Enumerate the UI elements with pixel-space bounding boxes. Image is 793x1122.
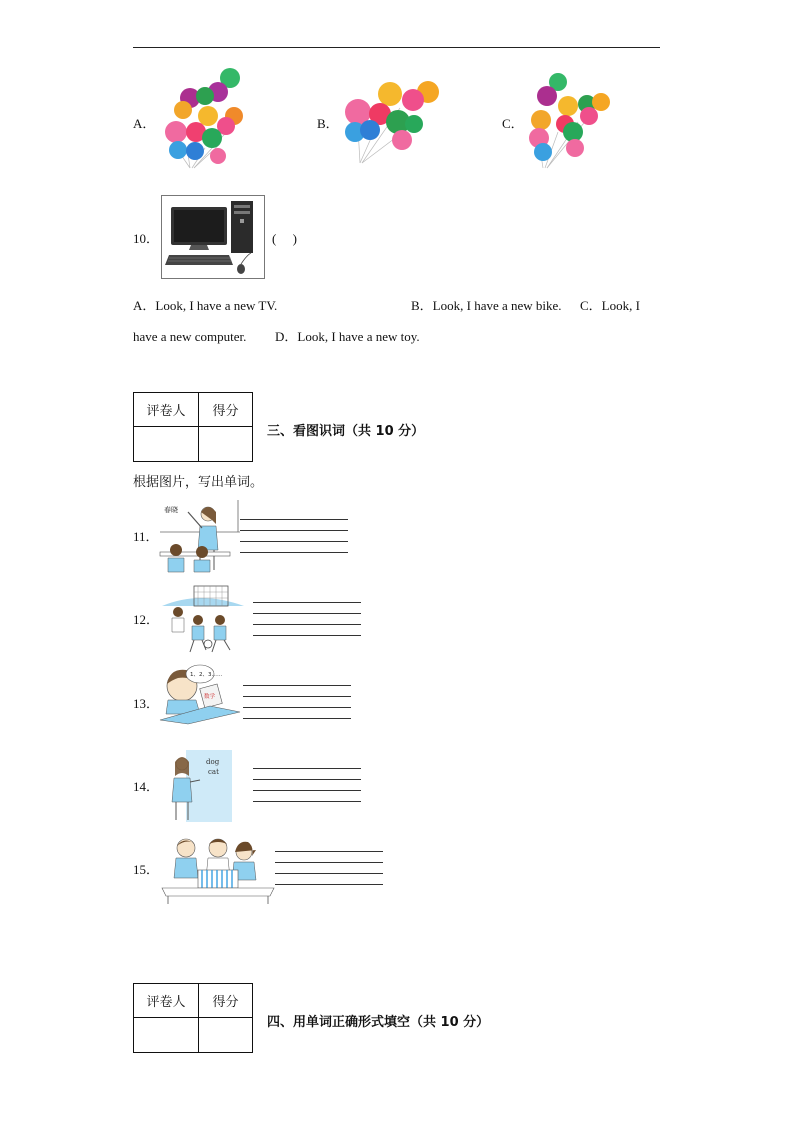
balloons-picture-c [523, 72, 618, 172]
write-line-11-2[interactable] [240, 530, 348, 531]
write-line-14-2[interactable] [253, 779, 361, 780]
write-line-13-2[interactable] [243, 696, 351, 697]
write-line-15-3[interactable] [275, 873, 383, 874]
board-word-cat: cat [208, 768, 219, 776]
teacher-blackboard-picture [170, 750, 232, 822]
board-word-dog: dog [206, 758, 220, 766]
option-c-text-start: C．Look, I [580, 298, 640, 313]
children-table-picture [162, 834, 274, 904]
option-b-text: B．Look, I have a new bike. [411, 298, 562, 313]
grader-cell[interactable] [134, 427, 199, 462]
option-c-text-end: have a new computer. [133, 329, 247, 344]
write-line-15-1[interactable] [275, 851, 383, 852]
grader-cell[interactable] [134, 1018, 199, 1053]
teacher-classroom-picture [160, 500, 240, 572]
section-4-title: 四、用单词正确形式填空（共 10 分） [267, 1015, 490, 1030]
score-box-section-3 [133, 392, 253, 462]
boy-studying-math-picture [160, 662, 240, 722]
write-line-15-4[interactable] [275, 884, 383, 885]
write-line-12-2[interactable] [253, 613, 361, 614]
option-a-text: A．Look, I have a new TV. [133, 298, 278, 313]
grader-header: 评卷人 [134, 393, 199, 427]
balloons-picture-b [340, 78, 445, 168]
option-d-text: D．Look, I have a new toy. [275, 329, 420, 344]
option-a-label: A． [133, 116, 156, 131]
answer-bracket: ( ) [272, 231, 297, 246]
section-3-instruction: 根据图片，写出单词。 [133, 475, 264, 490]
write-line-13-3[interactable] [243, 707, 351, 708]
write-line-13-4[interactable] [243, 718, 351, 719]
score-box-section-4 [133, 983, 253, 1053]
football-picture [160, 584, 246, 656]
write-line-13-1[interactable] [243, 685, 351, 686]
score-header: 得分 [199, 984, 253, 1018]
score-header: 得分 [199, 393, 253, 427]
section-3-title: 三、看图识词（共 10 分） [267, 424, 425, 439]
write-line-11-4[interactable] [240, 552, 348, 553]
question-13-number: 13． [133, 696, 160, 711]
thought-bubble-text: 1、2、3…… [190, 672, 223, 678]
option-b-label: B． [317, 116, 339, 131]
write-line-15-2[interactable] [275, 862, 383, 863]
write-line-11-1[interactable] [240, 519, 348, 520]
question-12-number: 12． [133, 612, 160, 627]
score-cell[interactable] [199, 427, 253, 462]
board-poem-title: 春晓 [164, 506, 178, 514]
write-line-11-3[interactable] [240, 541, 348, 542]
write-line-12-1[interactable] [253, 602, 361, 603]
question-11-number: 11． [133, 529, 159, 544]
header-rule [133, 47, 660, 48]
question-10-number: 10． [133, 231, 160, 246]
math-book-label: 数学 [204, 694, 216, 700]
write-line-12-4[interactable] [253, 635, 361, 636]
computer-picture [161, 195, 265, 279]
option-c-label: C． [502, 116, 524, 131]
write-line-14-3[interactable] [253, 790, 361, 791]
grader-header: 评卷人 [134, 984, 199, 1018]
score-cell[interactable] [199, 1018, 253, 1053]
write-line-12-3[interactable] [253, 624, 361, 625]
balloons-picture-a [160, 66, 255, 171]
write-line-14-4[interactable] [253, 801, 361, 802]
write-line-14-1[interactable] [253, 768, 361, 769]
question-14-number: 14． [133, 779, 160, 794]
question-15-number: 15． [133, 862, 160, 877]
